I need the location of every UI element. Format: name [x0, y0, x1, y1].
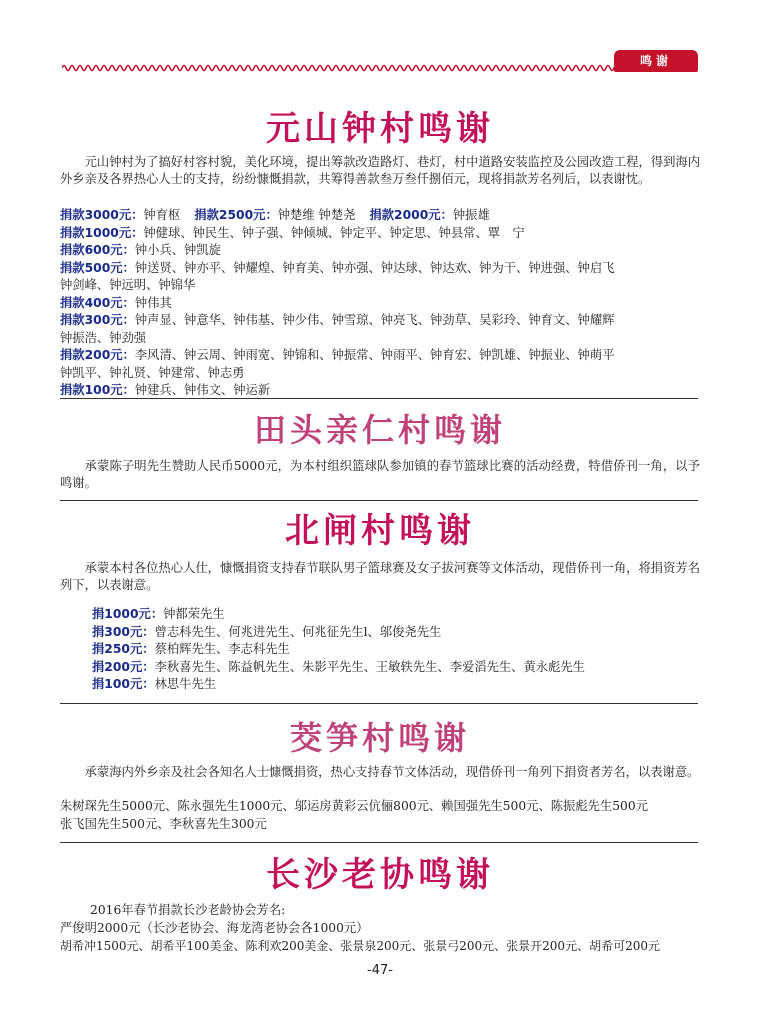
section-title-yuanshan: 元山钟村鸣谢 [266, 109, 494, 149]
amount-label: 捐款400元： [60, 295, 135, 310]
donor-row [60, 260, 614, 278]
amount-label: 捐款500元： [60, 260, 135, 275]
donor-row [60, 330, 614, 348]
donor-row [60, 382, 614, 400]
amount-label: 捐200元： [92, 659, 155, 674]
section-tab: 鸣谢 [614, 50, 698, 72]
section-intro-yuanshan: 元山钟村为了搞好村容村貌，美化环境，提出筹款改造路灯、巷灯，村中道路安装监控及公园改造工程，得到海内外乡亲及各界热心人士的支持，纷纷慷慨捐款，共筹得善款叁万叁仟捌佰元，现将捐款芳名列后，以表谢忱。 [60, 155, 700, 186]
donor-names: 钟振浩、钟劲强 [60, 330, 147, 345]
amount-label: 捐款3000元： [60, 208, 144, 222]
section-divider [60, 842, 698, 843]
donor-list-beizha [92, 606, 585, 694]
donor-line: 张飞国先生500元、李秋喜先生300元 [60, 817, 267, 831]
amount-label: 捐300元： [92, 624, 155, 639]
section-title-jiaosun: 茭笋村鸣谢 [289, 719, 470, 757]
amount-label: 捐款2500元： [194, 208, 278, 222]
donor-line: 胡希冲1500元、胡希平100美金、陈利欢200美金、张景泉200元、张景弓200元、张景开200元、胡希可200元 [60, 939, 660, 953]
amount-label: 捐250元： [92, 642, 155, 656]
header-wave-line [62, 62, 618, 74]
donor-names: 曾志科先生、何兆进先生、何兆征先生l、邬俊尧先生 [154, 624, 442, 639]
amount-label: 捐款200元： [60, 348, 135, 362]
section-intro-jiaosun: 承蒙海内外乡亲及社会各知名人士慷慨捐资，热心支持春节文体活动，现借侨刊一角列下捐资者芳名，以表谢意。 [84, 765, 700, 779]
donor-row [60, 225, 614, 243]
section-divider [60, 398, 698, 399]
donor-names: 钟育枢 [143, 208, 181, 222]
donor-row [60, 277, 614, 295]
section-divider [60, 500, 698, 501]
donor-line: 2016年春节捐款长沙老龄协会芳名: [90, 903, 286, 917]
donor-row [60, 312, 614, 330]
donor-row [60, 295, 614, 313]
donor-names: 钟凯平、钟礼贤、钟建常、钟志勇 [60, 365, 245, 380]
donor-row [60, 365, 614, 383]
donor-names: 钟建兵、钟伟文、钟运新 [134, 383, 271, 397]
donor-line: 严俊明2000元（长沙老协会、海龙湾老协会各1000元） [60, 921, 369, 935]
donor-names: 钟声显、钟意华、钟伟基、钟少伟、钟雪琼、钟亮飞、钟劲草、吴彩玲、钟育文、钟耀辉 [134, 313, 615, 327]
amount-label: 捐100元： [92, 677, 155, 691]
donor-list-yuanshan [60, 207, 614, 400]
donor-names: 钟振雄 [452, 208, 490, 222]
amount-label: 捐款100元： [60, 383, 135, 397]
section-title-changsha: 长沙老协鸣谢 [266, 855, 494, 895]
donor-names: 钟楚维 钟楚尧 [277, 208, 356, 222]
donor-names: 林思牛先生 [154, 677, 217, 691]
amount-label: 捐款1000元： [60, 225, 144, 240]
donor-row [60, 207, 614, 225]
section-title-beizha: 北闸村鸣谢 [285, 511, 475, 551]
section-intro-tiantou: 承蒙陈子明先生赞助人民币5000元，为本村组织篮球队参加镇的春节篮球比赛的活动经费，特借侨刊一角，以予鸣谢。 [60, 459, 700, 490]
donor-names: 钟伟其 [134, 295, 172, 310]
section-divider [60, 703, 698, 704]
donor-row [60, 347, 614, 365]
donor-row [92, 659, 585, 677]
section-title-tiantou: 田头亲仁村鸣谢 [253, 411, 506, 449]
amount-label: 捐款2000元： [369, 208, 453, 222]
donor-names: 钟都荣先生 [163, 607, 225, 621]
donor-row [92, 641, 585, 659]
donor-row [60, 242, 614, 260]
donor-names: 蔡柏辉先生、李志科先生 [154, 642, 290, 656]
amount-label: 捐1000元： [92, 607, 164, 621]
donor-names: 钟送贤、钟亦平、钟耀煌、钟育美、钟亦强、钟达球、钟达欢、钟为干、钟进强、钟启飞 [134, 260, 615, 275]
donor-row [92, 606, 585, 624]
section-intro-beizha: 承蒙本村各位热心人仕，慷慨捐资支持春节联队男子篮球赛及女子拔河赛等文体活动，现借侨刊一角，将捐资芳名列下，以表谢意。 [60, 561, 700, 592]
amount-label: 捐款300元： [60, 313, 135, 327]
donor-names: 钟小兵、钟凯旋 [134, 243, 221, 257]
donor-line: 朱树琛先生5000元、陈永强先生1000元、邬运房黄彩云伉俪800元、赖国强先生500元、陈振彪先生500元 [60, 799, 648, 813]
donor-names: 钟健球、钟民生、钟子强、钟倾城、钟定平、钟定思、钟县常、覃 宁 [143, 225, 525, 240]
donor-row [92, 676, 585, 694]
page-number: -47- [367, 963, 393, 978]
donor-names: 钟剑峰、钟远明、钟锦华 [60, 278, 196, 292]
donor-names: 李秋喜先生、陈益帆先生、朱影平先生、王敏轶先生、李爱滔先生、黄永彪先生 [154, 659, 585, 674]
donor-names: 李风清、钟云周、钟雨宽、钟锦和、钟振常、钟雨平、钟育宏、钟凯雄、钟振业、钟萌平 [134, 348, 615, 362]
donor-row [92, 624, 585, 642]
amount-label: 捐款600元： [60, 243, 135, 257]
